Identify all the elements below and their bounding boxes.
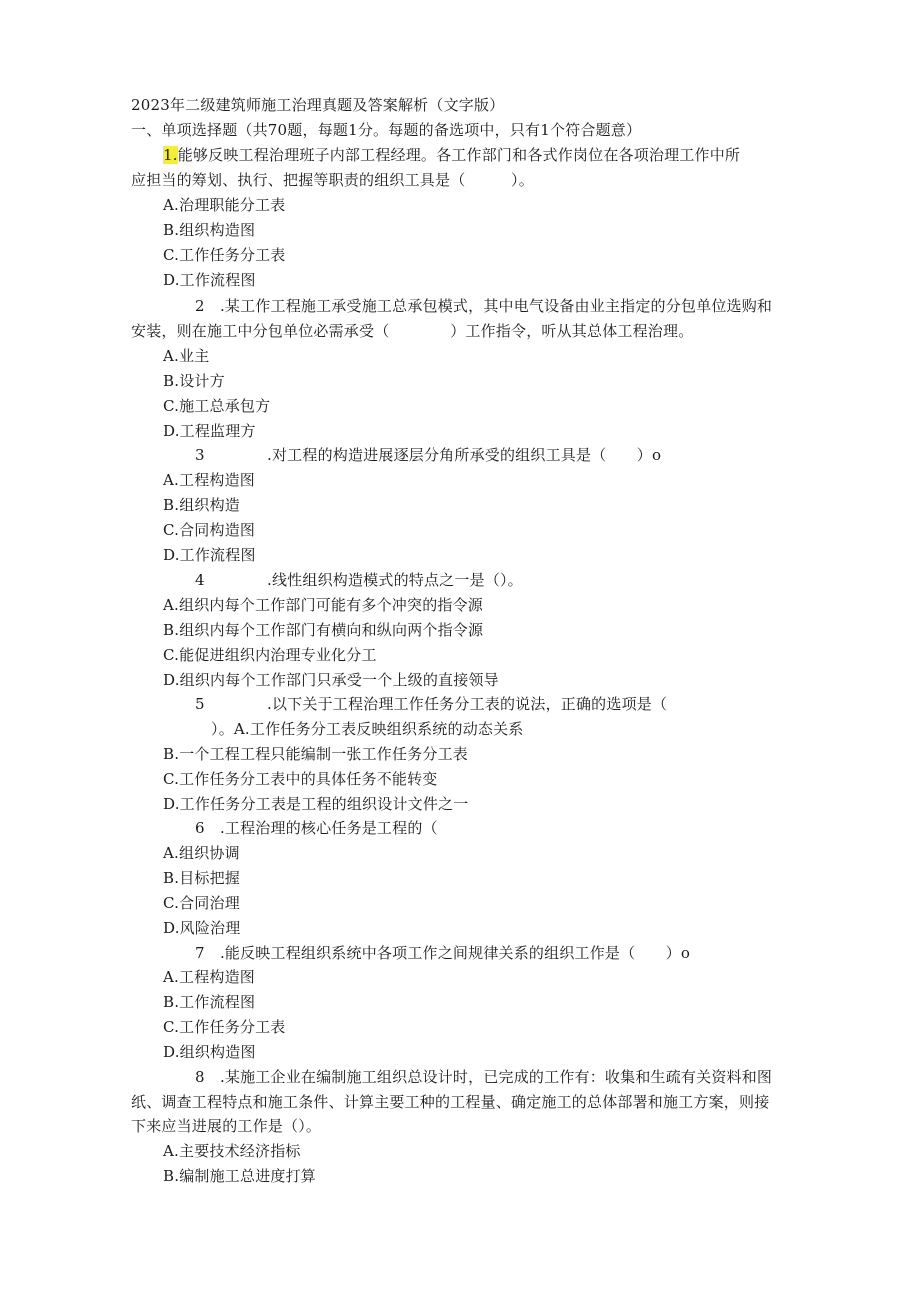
question-3-option-a: A.工程构造图 xyxy=(163,471,256,489)
question-2-option-d: D.工程监理方 xyxy=(163,422,256,440)
question-8-option-a: A.主要技术经济指标 xyxy=(163,1142,301,1160)
question-4-option-d: D.组织内每个工作部门只承受一个上级的直接领导 xyxy=(163,671,499,689)
question-3-number: 3 xyxy=(195,446,205,464)
question-1-option-d: D.工作流程图 xyxy=(163,271,256,289)
question-3-option-b: B.组织构造 xyxy=(163,496,240,514)
question-8-line-1: 8 .某施工企业在编制施工组织总设计时，已完成的工作有：收集和生疏有关资料和图 xyxy=(195,1068,773,1086)
question-7-option-a: A.工程构造图 xyxy=(163,968,256,986)
question-3-option-d: D.工作流程图 xyxy=(163,546,256,564)
question-5-line-2: ）。A.工作任务分工表反映组织系统的动态关系 xyxy=(211,720,524,738)
question-5-option-c: C.工作任务分工表中的具体任务不能转变 xyxy=(163,770,438,788)
question-8-line-3: 下来应当进展的工作是（）。 xyxy=(131,1117,322,1135)
question-4-number: 4 xyxy=(195,571,205,589)
question-2-option-a: A.业主 xyxy=(163,347,210,365)
doc-title: 2023年二级建筑师施工治理真题及答案解析（文字版） xyxy=(131,96,505,114)
question-7-line-1: 7 .能反映工程组织系统中各项工作之间规律关系的组织工作是（ ）o xyxy=(195,944,691,962)
question-6-option-a: A.组织协调 xyxy=(163,844,240,862)
question-6-option-d: D.风险治理 xyxy=(163,919,241,937)
section-heading: 一、单项选择题（共70题，每题1分。每题的备选项中，只有1个符合题意） xyxy=(131,121,642,139)
question-1-text: 能够反映工程治理班子内部工程经理。各工作部门和各式作岗位在各项治理工作中所 xyxy=(177,146,741,164)
question-5-option-d: D.工作任务分工表是工程的组织设计文件之一 xyxy=(163,795,469,813)
question-2-option-c: C.施工总承包方 xyxy=(163,397,271,415)
question-1-option-b: B.组织构造图 xyxy=(163,221,256,239)
question-6-option-c: C.合同治理 xyxy=(163,894,240,912)
question-1-option-c: C.工作任务分工表 xyxy=(163,246,286,264)
question-4-option-b: B.组织内每个工作部门有横向和纵向两个指令源 xyxy=(163,621,484,639)
question-2-option-b: B.设计方 xyxy=(163,372,225,390)
question-7-option-d: D.组织构造图 xyxy=(163,1043,256,1061)
question-5-option-b: B.一个工程工程只能编制一张工作任务分工表 xyxy=(163,745,468,763)
question-7-option-c: C.工作任务分工表 xyxy=(163,1018,286,1036)
question-3-text: .对工程的构造进展逐层分角所承受的组织工具是（ ）o xyxy=(267,446,662,464)
question-8-option-b: B.编制施工总进度打算 xyxy=(163,1167,316,1185)
question-5-number: 5 xyxy=(195,695,205,713)
question-8-line-2: 纸、调查工程特点和施工条件、计算主要工种的工程量、确定施工的总体部署和施工方案，则接 xyxy=(131,1093,770,1111)
question-2-line-1: 2 .某工作工程施工承受施工总承包模式，其中电气设备由业主指定的分包单位选购和 xyxy=(195,297,773,315)
question-1-number: 1. xyxy=(163,146,178,164)
question-1-option-a: A.治理职能分工表 xyxy=(163,196,286,214)
question-2-line-2: 安装，则在施工中分包单位必需承受（ ）工作指令，听从其总体工程治理。 xyxy=(131,322,694,340)
question-3-option-c: C.合同构造图 xyxy=(163,521,256,539)
question-6-option-b: B.目标把握 xyxy=(163,869,240,887)
question-4-option-a: A.组织内每个工作部门可能有多个冲突的指令源 xyxy=(163,596,484,614)
question-5-text: .以下关于工程治理工作任务分工表的说法，正确的选项是（ xyxy=(267,695,668,713)
question-1-line-2: 应担当的筹划、执行、把握等职责的组织工具是（ ）。 xyxy=(131,171,534,189)
question-7-option-b: B.工作流程图 xyxy=(163,993,256,1011)
question-1-line-1 xyxy=(163,145,740,165)
question-6-line-1: 6 .工程治理的核心任务是工程的（ xyxy=(195,819,438,837)
question-4-option-c: C.能促进组织内治理专业化分工 xyxy=(163,646,377,664)
question-4-text: .线性组织构造模式的特点之一是（）。 xyxy=(267,571,523,589)
